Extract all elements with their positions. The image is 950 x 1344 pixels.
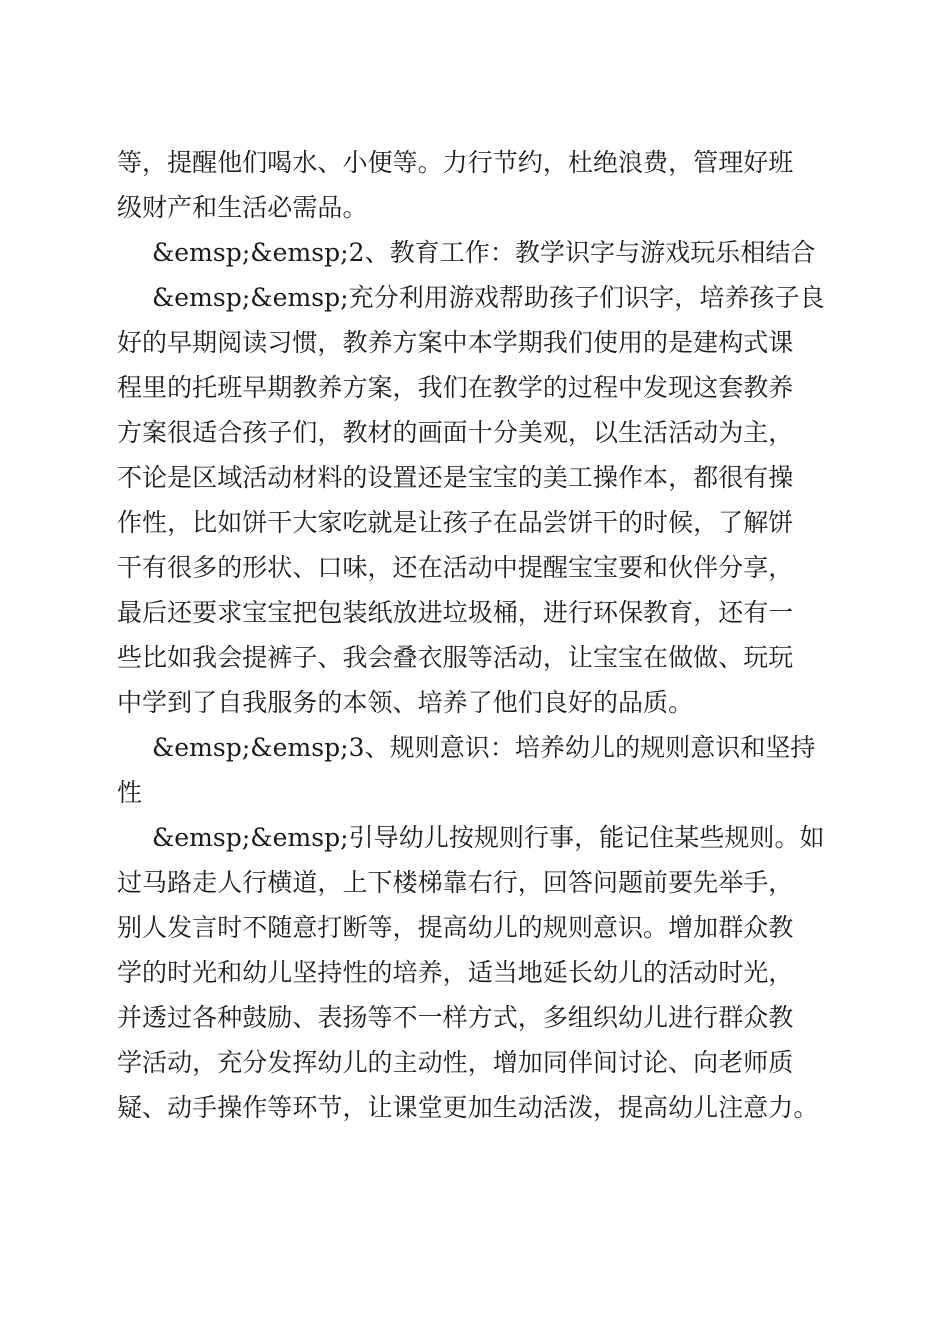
paragraph-line: 些比如我会提裤子、我会叠衣服等活动，让宝宝在做做、玩玩 <box>117 643 794 672</box>
paragraph-line: 作性，比如饼干大家吃就是让孩子在品尝饼干的时候，了解饼 <box>117 508 794 537</box>
paragraph-line: 干有很多的形状、口味，还在活动中提醒宝宝要和伙伴分享， <box>117 553 794 582</box>
paragraph-line: 方案很适合孩子们，教材的画面十分美观，以生活活动为主， <box>117 418 794 447</box>
paragraph-line: 别人发言时不随意打断等，提高幼儿的规则意识。增加群众教 <box>117 913 794 942</box>
paragraph-line: &emsp;&emsp;引导幼儿按规则行事，能记住某些规则。如 <box>152 823 825 852</box>
paragraph-line: 最后还要求宝宝把包装纸放进垃圾桶，进行环保教育，还有一 <box>117 598 794 627</box>
paragraph-line: 级财产和生活必需品。 <box>117 193 368 222</box>
paragraph-line: 不论是区域活动材料的设置还是宝宝的美工操作本，都很有操 <box>117 463 794 492</box>
paragraph-line: 学的时光和幼儿坚持性的培养，适当地延长幼儿的活动时光， <box>117 958 794 987</box>
paragraph-line: 并透过各种鼓励、表扬等不一样方式，多组织幼儿进行群众教 <box>117 1003 794 1032</box>
section-heading-rules-continued: 性 <box>117 778 143 807</box>
paragraph-line: 学活动，充分发挥幼儿的主动性，增加同伴间讨论、向老师质 <box>117 1048 794 1077</box>
paragraph-line: &emsp;&emsp;充分利用游戏帮助孩子们识字，培养孩子良 <box>152 283 825 312</box>
section-heading-rules: &emsp;&emsp;3、规则意识：培养幼儿的规则意识和坚持 <box>152 733 816 762</box>
paragraph-line: 疑、动手操作等环节，让课堂更加生动活泼，提高幼儿注意力。 <box>117 1093 819 1122</box>
paragraph-line: 程里的托班早期教养方案，我们在教学的过程中发现这套教养 <box>117 373 794 402</box>
paragraph-line: 中学到了自我服务的本领、培养了他们良好的品质。 <box>117 688 694 717</box>
paragraph-line: 好的早期阅读习惯，教养方案中本学期我们使用的是建构式课 <box>117 328 794 357</box>
paragraph-line: 过马路走人行横道，上下楼梯靠右行，回答问题前要先举手， <box>117 868 794 897</box>
paragraph-line: 等，提醒他们喝水、小便等。力行节约，杜绝浪费，管理好班 <box>117 148 794 177</box>
section-heading-education: &emsp;&emsp;2、教育工作：教学识字与游戏玩乐相结合 <box>152 238 816 267</box>
